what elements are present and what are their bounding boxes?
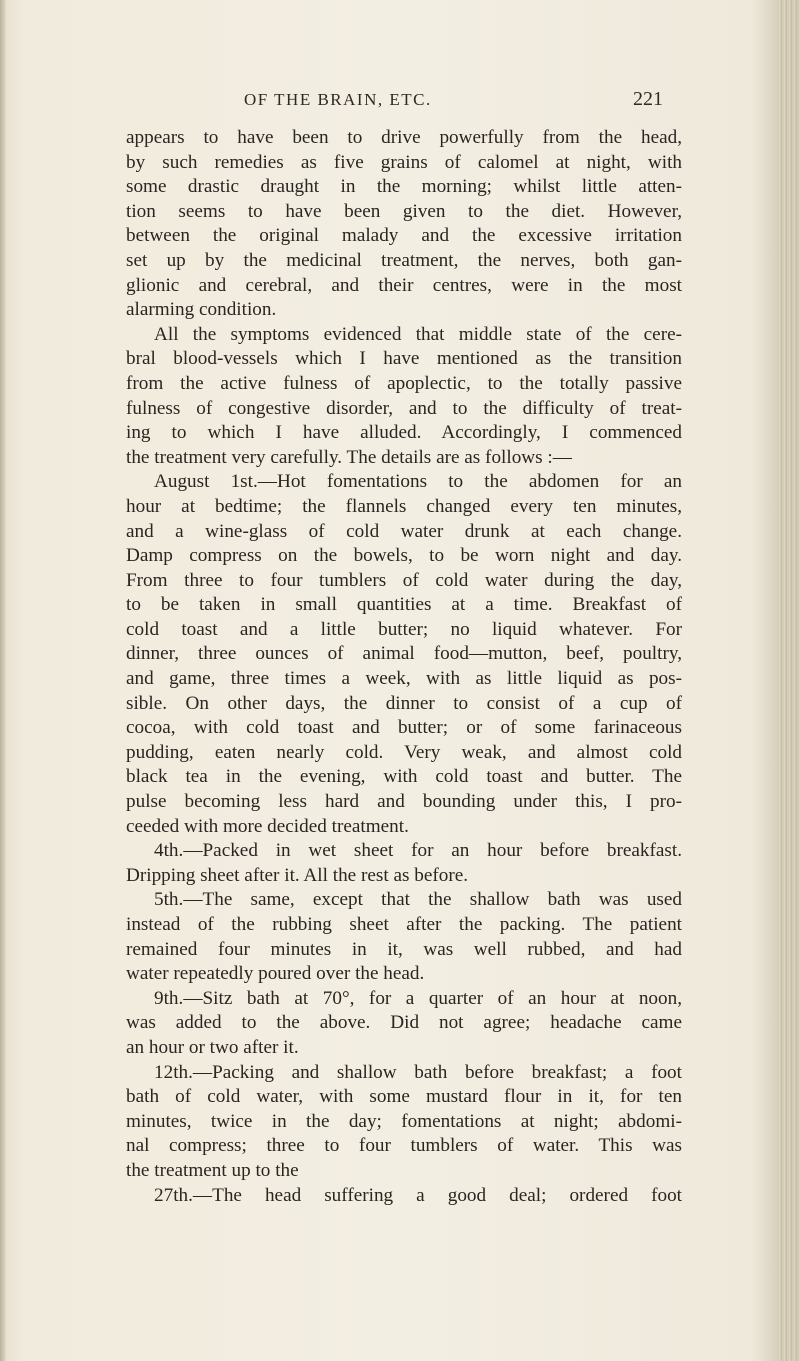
text-line: ceeded with more decided treatment. (126, 815, 409, 837)
page-gutter (0, 0, 6, 1361)
text-line: 4th.—Packed in wet sheet for an hour before breakfast. (154, 840, 682, 862)
text-line: glionic and cerebral, and their centres, were in the most (126, 274, 682, 296)
text-line: 9th.—Sitz bath at 70°, for a quarter of an hour at noon, (154, 987, 682, 1009)
page-edge (778, 0, 800, 1361)
text-line: tion seems to have been given to the diet. However, (126, 200, 682, 222)
text-line: pulse becoming less hard and bounding under this, I pro- (126, 791, 682, 813)
text-line: nal compress; three to four tumblers of water. This was (126, 1135, 682, 1157)
text-line: alarming condition. (126, 299, 277, 321)
text-line: August 1st.—Hot fomentations to the abdomen for an (154, 471, 682, 493)
page-number: 221 (633, 88, 663, 110)
text-line: pudding, eaten nearly cold. Very weak, and almost cold (126, 741, 682, 763)
text-line: the treatment very carefully. The details are as follows :— (126, 446, 572, 468)
text-line: Damp compress on the bowels, to be worn night and day. (126, 545, 682, 567)
text-line: appears to have been to drive powerfully from the head, (126, 127, 682, 148)
text-line: 27th.—The head suffering a good deal; ordered foot (154, 1184, 682, 1206)
text-line: from the active fulness of apoplectic, to the totally passive (126, 372, 682, 394)
text-line: set up by the medicinal treatment, the nerves, both gan- (126, 249, 682, 271)
text-line: instead of the rubbing sheet after the packing. The patient (126, 914, 682, 935)
text-line: 12th.—Packing and shallow bath before breakfast; a foot (154, 1061, 682, 1083)
text-line: to be taken in small quantities at a time. Breakfast of (126, 594, 682, 616)
text-line: was added to the above. Did not agree; headache came (126, 1012, 682, 1034)
text-line: an hour or two after it. (126, 1036, 299, 1058)
text-line: bral blood-vessels which I have mentioned as the transition (126, 348, 682, 370)
text-line: bath of cold water, with some mustard flour in it, for ten (126, 1086, 682, 1108)
text-line: the treatment up to the (126, 1159, 299, 1181)
text-line: hour at bedtime; the flannels changed every ten minutes, (126, 495, 682, 517)
text-line: ing to which I have alluded. Accordingly, I commenced (126, 422, 682, 444)
running-head: OF THE BRAIN, ETC. (244, 90, 432, 109)
text-line: and a wine-glass of cold water drunk at each change. (126, 520, 682, 542)
text-line: cold toast and a little butter; no liquid whatever. For (126, 618, 682, 640)
text-line: cocoa, with cold toast and butter; or of some farinaceous (126, 717, 682, 739)
text-line: black tea in the evening, with cold toast and butter. The (126, 766, 682, 788)
text-line: water repeatedly poured over the head. (126, 963, 425, 985)
text-line: fulness of congestive disorder, and to the difficulty of treat- (126, 397, 682, 419)
text-line: and game, three times a week, with as little liquid as pos- (126, 668, 682, 690)
text-line: some drastic draught in the morning; whilst little atten- (126, 176, 682, 198)
text-line: All the symptoms evidenced that middle state of the cere- (154, 323, 682, 345)
text-line: 5th.—The same, except that the shallow bath was used (154, 889, 682, 911)
text-line: dinner, three ounces of animal food—mutton, beef, poultry, (126, 643, 682, 665)
text-line: between the original malady and the excessive irritation (126, 225, 682, 247)
text-line: remained four minutes in it, was well rubbed, and had (126, 938, 682, 960)
text-line: sible. On other days, the dinner to consist of a cup of (126, 692, 682, 714)
page-header (120, 88, 720, 118)
text-line: Dripping sheet after it. All the rest as before. (126, 864, 469, 886)
body-text (126, 126, 682, 1208)
text-line: From three to four tumblers of cold water during the day, (126, 569, 682, 591)
text-line: by such remedies as five grains of calomel at night, with (126, 151, 682, 173)
text-line: minutes, twice in the day; fomentations at night; abdomi- (126, 1110, 682, 1132)
